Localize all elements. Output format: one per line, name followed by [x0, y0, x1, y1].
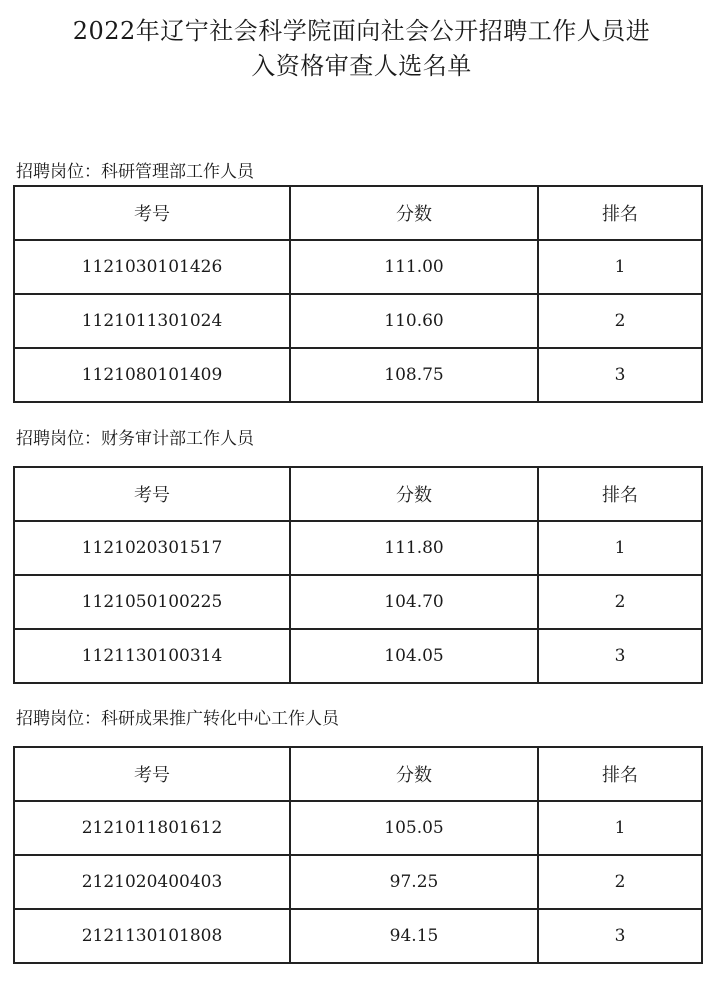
- header-rank: 排名: [538, 186, 702, 240]
- page-title-line-1: 2022年辽宁社会科学院面向社会公开招聘工作人员进: [72, 17, 651, 45]
- rank-cell: 1: [538, 521, 702, 575]
- results-table-research-management: [13, 185, 703, 403]
- score-cell: 94.15: [290, 909, 538, 963]
- results-table-financial-audit: [13, 466, 703, 684]
- table-header-row: [14, 186, 702, 240]
- score-cell: 108.75: [290, 348, 538, 402]
- header-exam-number: 考号: [14, 747, 290, 801]
- table-row: [14, 909, 702, 963]
- exam-number-cell: 1121030101426: [14, 240, 290, 294]
- header-exam-number: 考号: [14, 186, 290, 240]
- rank-cell: 3: [538, 348, 702, 402]
- page-title-line-2: 入资格审查人选名单: [251, 52, 472, 80]
- header-exam-number: 考号: [14, 467, 290, 521]
- table-header-row: [14, 467, 702, 521]
- rank-cell: 2: [538, 294, 702, 348]
- exam-number-cell: 1121020301517: [14, 521, 290, 575]
- section-label-research-results-transfer: 招聘岗位：科研成果推广转化中心工作人员: [16, 709, 339, 729]
- table-row: [14, 521, 702, 575]
- exam-number-cell: 2121020400403: [14, 855, 290, 909]
- exam-number-cell: 1121130100314: [14, 629, 290, 683]
- exam-number-cell: 2121011801612: [14, 801, 290, 855]
- table-row: [14, 575, 702, 629]
- exam-number-cell: 1121011301024: [14, 294, 290, 348]
- exam-number-cell: 2121130101808: [14, 909, 290, 963]
- section-label-financial-audit: 招聘岗位：财务审计部工作人员: [16, 429, 254, 449]
- page-title: [0, 14, 723, 84]
- rank-cell: 3: [538, 909, 702, 963]
- exam-number-cell: 1121080101409: [14, 348, 290, 402]
- table-row: [14, 240, 702, 294]
- table-row: [14, 294, 702, 348]
- table-row: [14, 855, 702, 909]
- rank-cell: 1: [538, 801, 702, 855]
- header-rank: 排名: [538, 467, 702, 521]
- section-label-research-management: 招聘岗位：科研管理部工作人员: [16, 162, 254, 182]
- header-rank: 排名: [538, 747, 702, 801]
- score-cell: 104.70: [290, 575, 538, 629]
- header-score: 分数: [290, 467, 538, 521]
- table-header-row: [14, 747, 702, 801]
- exam-number-cell: 1121050100225: [14, 575, 290, 629]
- rank-cell: 3: [538, 629, 702, 683]
- score-cell: 111.80: [290, 521, 538, 575]
- table-row: [14, 629, 702, 683]
- score-cell: 110.60: [290, 294, 538, 348]
- rank-cell: 2: [538, 855, 702, 909]
- header-score: 分数: [290, 747, 538, 801]
- results-table-research-results-transfer: [13, 746, 703, 964]
- score-cell: 105.05: [290, 801, 538, 855]
- rank-cell: 2: [538, 575, 702, 629]
- score-cell: 97.25: [290, 855, 538, 909]
- score-cell: 104.05: [290, 629, 538, 683]
- rank-cell: 1: [538, 240, 702, 294]
- table-row: [14, 801, 702, 855]
- score-cell: 111.00: [290, 240, 538, 294]
- header-score: 分数: [290, 186, 538, 240]
- table-row: [14, 348, 702, 402]
